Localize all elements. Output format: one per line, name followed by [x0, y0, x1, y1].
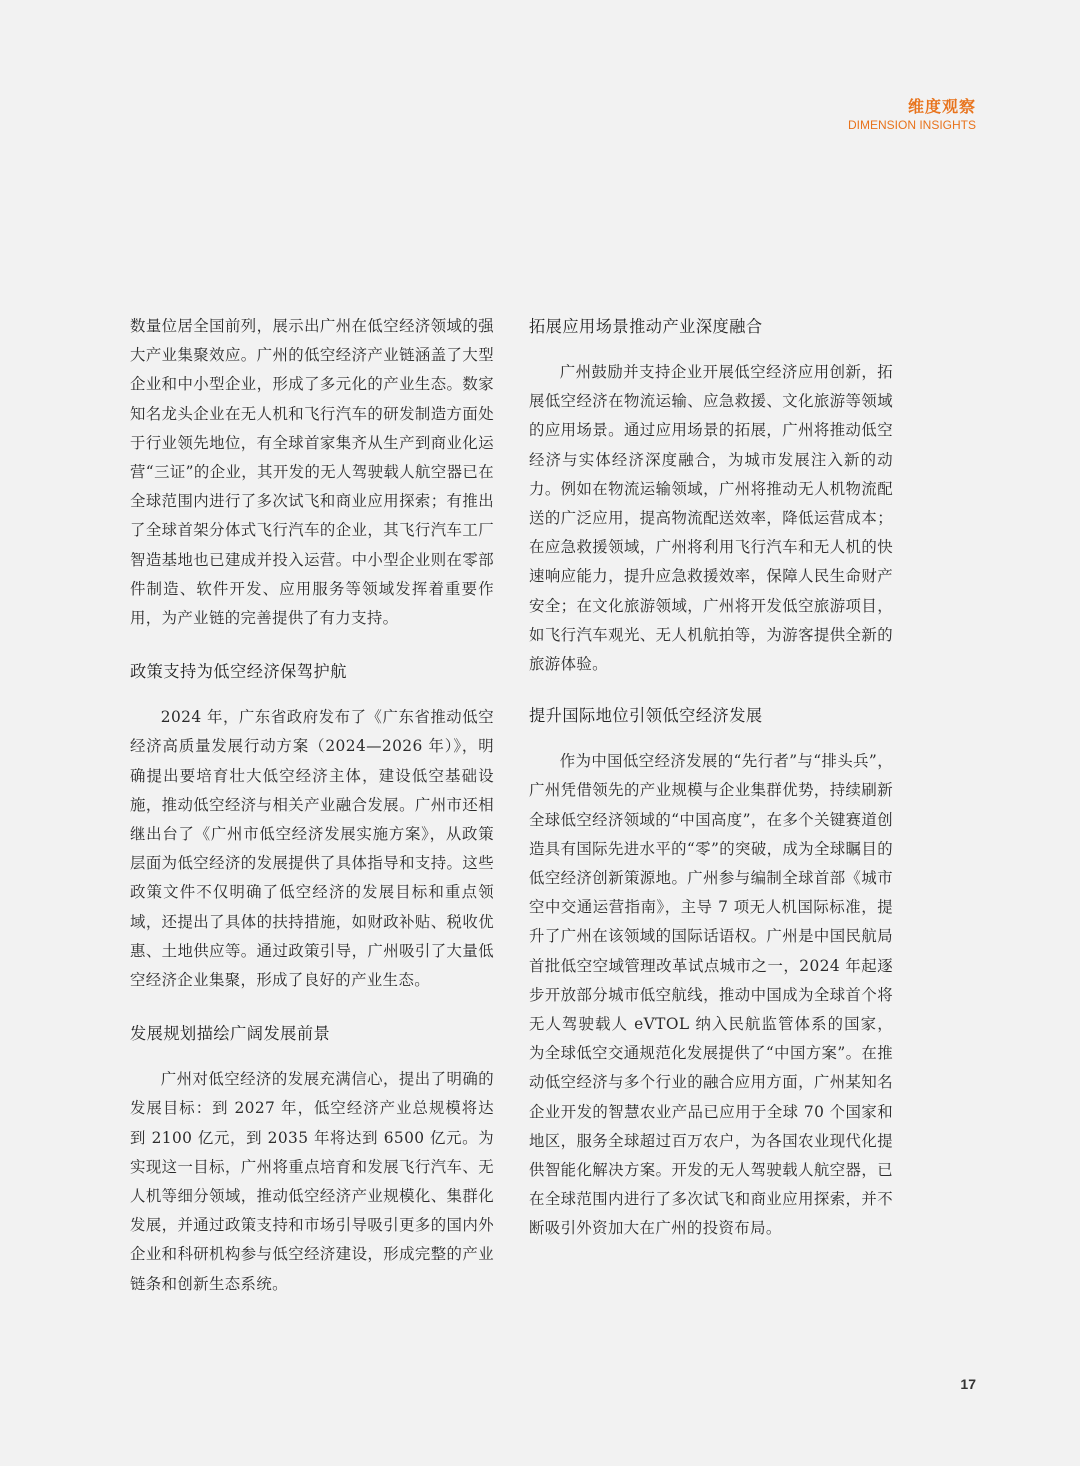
- paragraph-intro: 数量位居全国前列，展示出广州在低空经济领域的强大产业集聚效应。广州的低空经济产业链涵盖了大型企业和中小型企业，形成了多元化的产业生态。数家知名龙头企业在无人机和飞行汽车的研发制造方面处于行业领先地位，有全球首家集齐从生产到商业化运营“三证”的企业，其开发的无人驾驶载人航空器已在全球范围内进行了多次试飞和商业应用探索；有推出了全球首架分体式飞行汽车的企业，其飞行汽车工厂智造基地也已建成并投入运营。中小型企业则在零部件制造、软件开发、应用服务等领域发挥着重要作用，为产业链的完善提供了有力支持。: [130, 317, 494, 628]
- right-column: [529, 312, 893, 1244]
- heading-policy: 政策支持为低空经济保驾护航: [130, 662, 347, 682]
- paragraph-scenarios: 广州鼓励并支持企业开展低空经济应用创新，拓展低空经济在物流运输、应急救援、文化旅游等领域的应用场景。通过应用场景的拓展，广州将推动低空经济与实体经济深度融合，为城市发展注入新的动力。例如在物流运输领域，广州将推动无人机物流配送的广泛应用，提高物流配送效率，降低运营成本；在应急救援领域，广州将利用飞行汽车和无人机的快速响应能力，提升应急救援效率，保障人民生命财产安全；在文化旅游领域，广州将开发低空旅游项目，如飞行汽车观光、无人机航拍等，为游客提供全新的旅游体验。: [529, 363, 893, 674]
- section-header: [848, 98, 976, 132]
- heading-scenarios: 拓展应用场景推动产业深度融合: [529, 317, 763, 336]
- heading-planning: 发展规划描绘广阔发展前景: [130, 1024, 331, 1044]
- section-title-en: DIMENSION INSIGHTS: [847, 118, 976, 132]
- paragraph-international: 作为中国低空经济发展的“先行者”与“排头兵”，广州凭借领先的产业规模与企业集群优势，持续刷新全球低空经济领域的“中国高度”，在多个关键赛道创造具有国际先进水平的“零”的突破，成为全球瞩目的低空经济创新策源地。广州参与编制全球首部《城市空中交通运营指南》，主导 7 项无人机国际标准，提升了广州在该领域的国际话语权。广州是中国民航局首批低空空域管理改革试点城市之一，2024 年起逐步开放部分城市低空航线，推动中国成为全球首个将无人驾驶载人 eVTOL 纳入民航监管体系的国家，为全球低空交通规范化发展提供了“中国方案”。在推动低空经济与多个行业的融合应用方面，广州某知名企业开发的智慧农业产品已应用于全球 70 个国家和地区，服务全球超过百万农户，为各国农业现代化提供智能化解决方案。开发的无人驾驶载人航空器，已在全球范围内进行了多次试飞和商业应用探索，并不断吸引外资加大在广州的投资布局。: [529, 752, 893, 1238]
- section-title-cn: 维度观察: [907, 97, 976, 116]
- paragraph-policy: 2024 年，广东省政府发布了《广东省推动低空经济高质量发展行动方案（2024—2026 年）》，明确提出要培育壮大低空经济主体，建设低空基础设施，推动低空经济与相关产业融合发展。广州市还相继出台了《广州市低空经济发展实施方案》，从政策层面为低空经济的发展提供了具体指导和支持。这些政策文件不仅明确了低空经济的发展目标和重点领域，还提出了具体的扶持措施，如财政补贴、税收优惠、土地供应等。通过政策引导，广州吸引了大量低空经济企业集聚，形成了良好的产业生态。: [130, 708, 494, 990]
- heading-international: 提升国际地位引领低空经济发展: [529, 706, 763, 726]
- left-column: [130, 312, 494, 1299]
- paragraph-planning: 广州对低空经济的发展充满信心，提出了明确的发展目标：到 2027 年，低空经济产业总规模将达到 2100 亿元，到 2035 年将达到 6500 亿元。为实现这一目标，广州将重点培育和发展飞行汽车、无人机等细分领域，推动低空经济产业规模化、集群化发展，并通过政策支持和市场引导吸引更多的国内外企业和科研机构参与低空经济建设，形成完整的产业链条和创新生态系统。: [130, 1070, 494, 1293]
- page-number: 17: [960, 1376, 976, 1392]
